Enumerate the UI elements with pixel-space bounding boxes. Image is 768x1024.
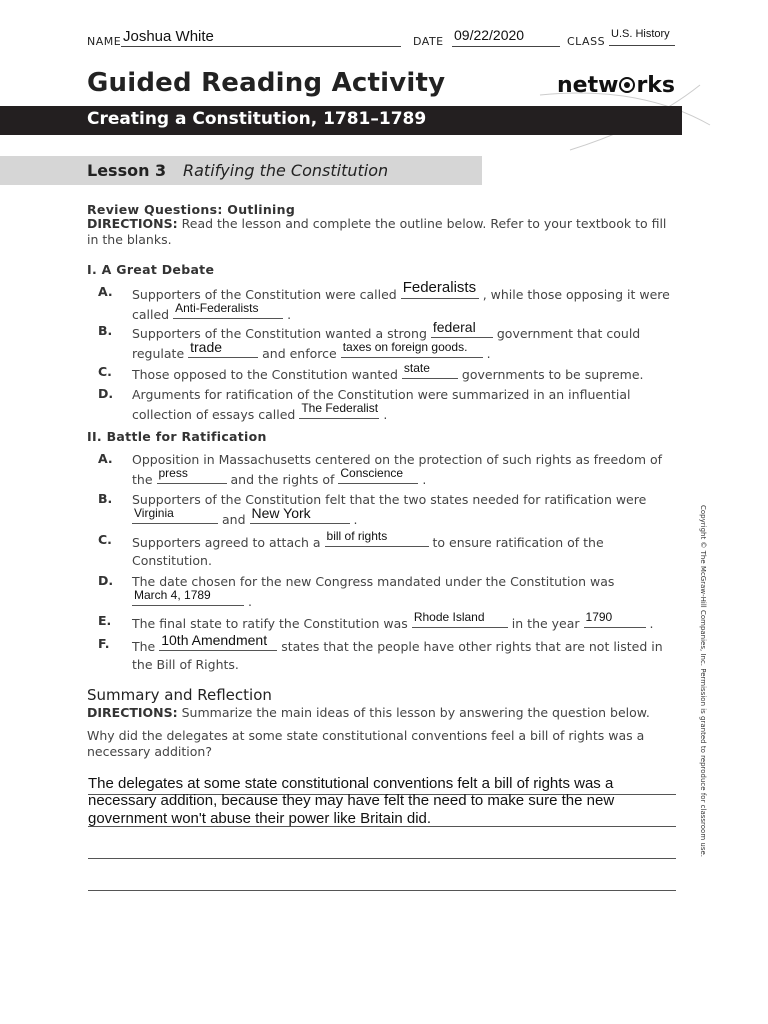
answer-federal[interactable] (431, 319, 493, 338)
item-text: . (486, 346, 491, 361)
answer-taxes[interactable] (341, 340, 483, 358)
answer-text: The Federalist (301, 401, 379, 415)
answer-1790[interactable] (584, 610, 646, 628)
summary-answer-line-3: government won't abuse their power like Britain did. (88, 810, 432, 827)
item-text: The date chosen for the new Congress mandated under the Constitution was (132, 574, 615, 589)
answer-text: federal (432, 319, 476, 335)
lesson-number: Lesson 3 (87, 161, 167, 180)
answer-text: March 4, 1789 (134, 588, 211, 602)
item-letter: B. (98, 323, 113, 338)
answer-march-4-1789[interactable] (132, 588, 244, 606)
name-label: NAME (87, 35, 122, 48)
answer-text: Federalists (402, 279, 477, 296)
item-letter: F. (98, 636, 110, 651)
answer-virginia[interactable] (132, 506, 218, 524)
item-text: . (353, 512, 358, 527)
item-letter: C. (98, 532, 112, 547)
review-directions (87, 216, 677, 248)
answer-the-federalist[interactable] (299, 401, 379, 419)
page-title: Guided Reading Activity (87, 68, 446, 98)
item-letter: C. (98, 364, 112, 379)
item-text: called (132, 307, 170, 322)
item-text: and (221, 512, 246, 527)
date-field[interactable] (452, 27, 560, 47)
item-text: collection of essays called (132, 407, 296, 422)
name-value: Joshua White (123, 28, 214, 45)
item-text: and enforce (262, 346, 337, 361)
answer-trade[interactable] (188, 339, 258, 358)
answer-text: Conscience (340, 466, 404, 480)
item-text: in the year (511, 616, 580, 631)
answer-conscience[interactable] (338, 466, 418, 484)
date-value: 09/22/2020 (454, 27, 525, 43)
item-letter: B. (98, 491, 113, 506)
item-text: Supporters of the Constitution felt that the two states needed for ratification were (132, 492, 647, 507)
item-text: Those opposed to the Constitution wanted (132, 367, 398, 382)
answer-text: Anti-Federalists (175, 301, 259, 315)
item-text: the (132, 472, 153, 487)
class-field[interactable] (609, 28, 675, 46)
answer-10th-amendment[interactable] (159, 632, 277, 651)
item-text: to ensure ratification of the (432, 535, 604, 550)
item-letter: E. (98, 613, 112, 628)
answer-state[interactable] (402, 361, 458, 379)
item-letter: D. (98, 573, 114, 588)
item-text: and the rights of (230, 472, 335, 487)
class-label: CLASS (567, 35, 606, 48)
answer-anti-federalists[interactable] (173, 301, 283, 319)
item-text: states that the people have other rights that are not listed in (281, 639, 663, 654)
answer-line[interactable] (88, 858, 676, 859)
item-text: The final state to ratify the Constitution was (132, 616, 408, 631)
item-text: Arguments for ratification of the Constitution were summarized in an influential (132, 387, 631, 402)
answer-bill-of-rights[interactable] (325, 529, 429, 547)
answer-text: Virginia (134, 506, 174, 520)
answer-text: bill of rights (326, 529, 388, 543)
item-text: . (383, 407, 388, 422)
subtitle-bar (0, 106, 682, 135)
answer-text: taxes on foreign goods. (342, 340, 468, 354)
item-text: Constitution. (132, 553, 212, 568)
item-text: Supporters of the Constitution were called (132, 287, 397, 302)
lesson-title: Ratifying the Constitution (183, 161, 389, 180)
review-directions-label: DIRECTIONS: (87, 216, 178, 231)
answer-line[interactable] (88, 890, 676, 891)
item-letter: A. (98, 284, 113, 299)
summary-directions (87, 704, 677, 722)
summary-answer-line-1: The delegates at some state constitutional conventions felt a bill of rights was a (88, 775, 614, 792)
item-text: Supporters agreed to attach a (132, 535, 321, 550)
summary-answer-line-2: necessary addition, because they may have felt the need to make sure the new (88, 792, 615, 809)
item-text: Opposition in Massachusetts centered on the protection of such rights as freedom of (132, 452, 663, 467)
item-text: . (649, 616, 654, 631)
subtitle: Creating a Constitution, 1781–1789 (87, 109, 427, 129)
summary-directions-text: Summarize the main ideas of this lesson by answering the question below. (181, 705, 650, 720)
item-text: . (247, 594, 252, 609)
item-text: the Bill of Rights. (132, 657, 239, 672)
review-heading: Review Questions: Outlining (87, 202, 296, 217)
answer-text: New York (251, 505, 311, 521)
answer-text: 1790 (585, 610, 613, 624)
logo-text-end: rks (636, 73, 676, 98)
answer-rhode-island[interactable] (412, 610, 508, 628)
answer-federalists[interactable] (401, 279, 479, 299)
class-value: U.S. History (611, 28, 670, 40)
section2-heading: II. Battle for Ratification (87, 429, 267, 444)
lesson-bar (0, 156, 482, 185)
date-label: DATE (413, 35, 444, 48)
section1-heading: I. A Great Debate (87, 262, 215, 277)
item-text: governments to be supreme. (461, 367, 644, 382)
item-text: government that could (496, 326, 641, 341)
item-letter: D. (98, 386, 114, 401)
item-text: , while those opposing it were (482, 287, 670, 302)
review-directions-text: Read the lesson and complete the outline below. Refer to your textbook to fill in the blanks. (87, 216, 667, 247)
item-letter: A. (98, 451, 113, 466)
answer-text: 10th Amendment (161, 632, 268, 648)
answer-text: press (158, 466, 188, 480)
answer-new-york[interactable] (250, 505, 350, 524)
answer-text: trade (190, 339, 223, 355)
summary-heading: Summary and Reflection (87, 686, 272, 704)
answer-text: Rhode Island (413, 610, 485, 624)
item-text: . (287, 307, 292, 322)
item-text: The (132, 639, 156, 654)
logo-text-start: netw (557, 73, 619, 98)
item-text: Supporters of the Constitution wanted a strong (132, 326, 427, 341)
summary-question: Why did the delegates at some state constitutional conventions feel a bill of rights was a necessary addition? (87, 728, 645, 759)
copyright-notice: Copyright © The McGraw-Hill Companies, Inc. Permission is granted to reproduce for classroom use. (699, 505, 707, 857)
summary-directions-label: DIRECTIONS: (87, 705, 178, 720)
name-field[interactable] (121, 28, 401, 47)
answer-text: state (403, 361, 430, 375)
item-text: . (422, 472, 427, 487)
item-text: regulate (132, 346, 185, 361)
answer-press[interactable] (157, 466, 227, 484)
